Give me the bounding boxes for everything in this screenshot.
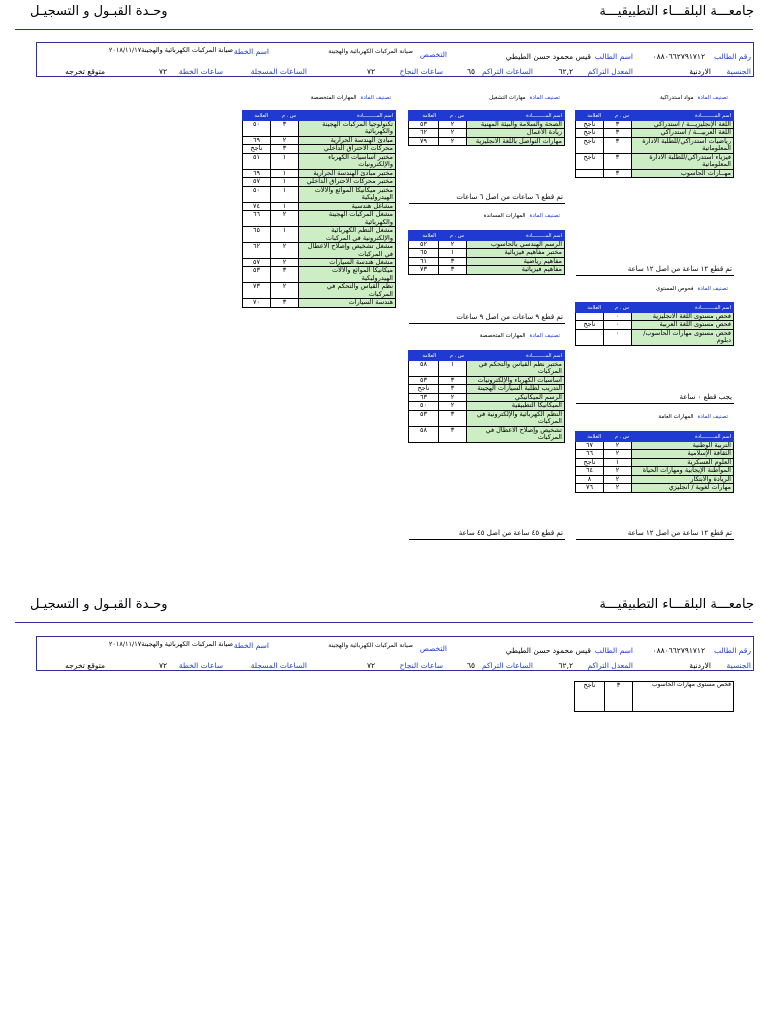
section-heading-general [658,414,728,420]
summary-general: تم قطع ١٢ ساعة من اصل ١٢ ساعة [627,529,732,537]
course-name: التربية الوطنية [632,442,734,450]
course-hours: ٣ [439,426,467,442]
plan-label: اسم الخطة [233,47,269,56]
course-grade [576,169,604,177]
student-name-label: اسم الطالب [594,52,633,61]
course-grade: ٦٩ [243,136,271,144]
course-grade: ٧٣ [243,283,271,299]
student-id-label: رقم الطالب [713,52,751,61]
grades-table-general [575,431,734,493]
university-title: جامعـــة البلقـــاء التطبيقيـــة [599,4,754,19]
course-grade: ٥١ [243,153,271,169]
section-title: المهارات المتخصصة [479,333,526,339]
table-row [243,153,396,169]
course-name: تكنولوجيا المركبات الهجينة والكهربائية [299,121,396,137]
course-name: فحص مستوى اللغة العربية [632,321,734,329]
course-name: مختبر نظم القياس والتحكم في المركبات [467,361,565,377]
course-grade: ٧٣ [409,266,439,274]
section-heading-specialized [311,95,391,101]
course-name: مختبر محركات الاحتراق الداخلي [299,178,396,186]
plan-label: اسم الخطة [233,641,269,650]
summary-employment: تم قطع ٦ ساعات من اصل ٦ ساعات [456,193,563,201]
category-label: تصنيف المادة [529,333,560,339]
section-title: المهارات المساندة [483,213,526,219]
course-hours: ١ [439,361,467,377]
course-grade: ناجح [575,682,605,712]
col-name: اسم المـــــــــادة [632,111,734,121]
major-value: صيانة المركبات الكهربائية والهجينة [328,642,413,649]
course-hours: ٢ [271,136,299,144]
cum-hours-label: الساعات التراكم [482,67,533,76]
course-hours: ٠ [604,329,632,345]
col-grade: العلامة [243,111,271,121]
col-hours: س . م [604,303,632,313]
grades-table-support [408,230,565,275]
plan-hours-label: ساعات الخطة [178,661,223,670]
table-row [575,682,734,712]
section-heading-support [484,213,560,219]
table-row [576,153,734,169]
course-hours: ٣ [439,385,467,393]
course-hours: ٣ [439,410,467,426]
table-row [576,484,734,492]
course-name: مشغل النظم الكهربائية والإلكترونية في المركبات [299,227,396,243]
department-title: وحـدة القبـول و التسجيـل [30,4,168,19]
course-name: ريادة الاعمال [467,129,565,137]
major-value: صيانة المركبات الكهربائية والهجينة [328,48,413,55]
course-hours: ١ [271,227,299,243]
col-name: اسم المـــــــــادة [299,111,396,121]
gpa-value: ٦٢,٢ [558,661,573,670]
col-grade: العلامة [576,432,604,442]
course-hours: ٣ [604,121,632,129]
course-grade: ٥٨ [409,361,439,377]
course-hours: ٢ [271,211,299,227]
student-info-box [36,42,754,77]
summary-support: تم قطع ٩ ساعات من اصل ٩ ساعات [456,313,563,321]
pass-hours-label: ساعات النجاح [399,67,443,76]
course-name: تشخيص وإصلاح الاعطال في المركبات [467,426,565,442]
course-grade: ناجح [243,145,271,153]
table-row [243,283,396,299]
course-name: فحص مستوى اللغة الانجليزية [632,313,734,321]
section-heading-compulsory [660,95,728,101]
summary-specialized-mid: تم قطع ٤٥ ساعة من اصل ٤٥ ساعة [458,529,563,537]
graduation-label: متوقع تخرجه [65,67,105,76]
course-grade: ٦١ [409,257,439,265]
course-hours: ٣ [605,682,633,712]
section-title: مواد استدراكية [659,95,694,101]
course-grade: ٥٧ [243,258,271,266]
grades-table-compulsory [575,110,734,178]
plan-value: صيانة المركبات الكهربائية والهجينة٢٠١٨/١١/١٧ [108,640,233,648]
col-name: اسم المـــــــــادة [467,231,565,241]
course-grade: ناجح [576,121,604,129]
course-hours: ٢ [604,475,632,483]
category-label: تصنيف المادة [697,414,728,420]
department-title-page2: وحـدة القبـول و التسجيـل [30,597,168,612]
table-row [409,361,565,377]
pass-hours-value: ٧٢ [366,661,375,670]
nationality-value: الاردنية [689,661,711,670]
course-hours: ٢ [604,442,632,450]
cum-hours-label: الساعات التراكم [482,661,533,670]
col-grade: العلامة [409,351,439,361]
course-hours: ٢ [271,283,299,299]
course-name: مشغل المركبات الهجينة والكهربائية [299,211,396,227]
major-label: التخصص [419,50,447,59]
university-title-page2: جامعـــة البلقـــاء التطبيقيـــة [599,597,754,612]
course-name: مهارات التواصل باللغة الانجليزية [467,137,565,145]
course-name: اللغة الإنجليزيـــة / استدراكي [632,121,734,129]
course-grade: ناجح [576,321,604,329]
course-hours: ٣ [604,129,632,137]
col-name: اسم المـــــــــادة [632,303,734,313]
grades-table-level [575,302,734,346]
course-name: مشغل هندسة السيارات [299,258,396,266]
course-hours: ٣ [439,376,467,384]
course-name: مفاهيم فيزيائية [467,266,565,274]
col-name: اسم المـــــــــادة [467,111,565,121]
course-grade: ٦٢ [409,129,439,137]
table-row [576,137,734,153]
col-hours: س . م [439,231,467,241]
header-rule-page2 [15,622,753,623]
course-hours: ١ [271,153,299,169]
table-row [576,169,734,177]
course-grade: ٥٣ [409,410,439,426]
table-row [243,121,396,137]
course-hours: ١ [439,249,467,257]
course-grade [576,329,604,345]
course-hours: ٣ [271,299,299,307]
course-grade: ٥٣ [243,267,271,283]
course-hours: ٢ [439,241,467,249]
student-info-box-page2 [36,636,754,671]
course-name: مختبر ميكانيكا الموائع والآلات الهيدروليكية [299,186,396,202]
course-hours: ٠ [604,313,632,321]
course-name: رياضيات استدراكي/للطلبة الادارة المعلوماتية [632,137,734,153]
course-name: النظم الكهربائية والإلكترونية في المركبات [467,410,565,426]
nationality-value: الاردنية [689,67,711,76]
course-hours: ١ [271,186,299,202]
course-name: مختبر مبادئ الهندسة الحرارية [299,169,396,177]
course-hours: ٣ [271,267,299,283]
table-row [243,243,396,259]
course-grade: ٧٦ [576,484,604,492]
course-name: التدريب لطلبة السيارات الهجينة [467,385,565,393]
col-grade: العلامة [409,111,439,121]
course-name: مختبر مفاهيم فيزيائية [467,249,565,257]
course-grade: ناجح [576,137,604,153]
course-grade: ٥٠ [409,402,439,410]
nationality-label: الجنسية [726,67,751,76]
course-hours: ٠ [604,321,632,329]
course-name: فيزياء استدراكي/للطلبة الادارة المعلوماتية [632,153,734,169]
course-hours: ٣ [604,137,632,153]
graduation-label: متوقع تخرجه [65,661,105,670]
course-grade: ٥٢ [409,241,439,249]
course-name: محركات الاحتراق الداخلي [299,145,396,153]
course-grade: ٦٦ [243,211,271,227]
plan-hours-value: ٧٢ [158,67,167,76]
course-grade: ٦٢ [243,243,271,259]
col-hours: س . م [271,111,299,121]
grades-table-specialized-mid [408,350,565,443]
course-name: الرسم الهندسي بالحاسوب [467,241,565,249]
course-hours: ٣ [439,257,467,265]
table-row [409,426,565,442]
course-hours: ١ [604,458,632,466]
section-title: فحوص المستوى [656,286,694,292]
page2-entry-table [574,681,734,712]
course-name: هندسة السيارات [299,299,396,307]
col-hours: س . م [439,111,467,121]
col-hours: س . م [439,351,467,361]
header-rule [15,29,753,30]
course-grade: ٧٠ [243,299,271,307]
course-grade: ٥٧ [243,178,271,186]
col-grade: العلامة [576,303,604,313]
table-row [409,410,565,426]
student-name: قيس محمود حسن الطيطي [505,52,591,61]
section-heading-level [656,286,728,292]
category-label: تصنيف المادة [360,95,391,101]
category-label: تصنيف المادة [697,286,728,292]
category-label: تصنيف المادة [529,95,560,101]
student-name-label: اسم الطالب [594,646,633,655]
course-grade: ٨ [576,475,604,483]
table-row [243,227,396,243]
pass-hours-label: ساعات النجاح [399,661,443,670]
course-name: فحص مستوى مهارات الحاسوب [633,682,734,712]
course-grade: ٥٣ [409,121,439,129]
course-name: الميكانيكا التطبيقية [467,402,565,410]
course-grade: ٥٠ [243,186,271,202]
course-grade: ٥٣ [409,376,439,384]
section-heading-specialized-mid [480,333,560,339]
plan-hours-value: ٧٢ [158,661,167,670]
col-hours: س . م [604,111,632,121]
col-name: اسم المـــــــــادة [632,432,734,442]
course-name: فحص مستوى مهارات الحاسوب/ دبلوم [632,329,734,345]
course-hours: ٣ [439,266,467,274]
pass-hours-value: ٧٢ [366,67,375,76]
course-name: مهارات لغوية / انجليزي [632,484,734,492]
course-hours: ٢ [271,243,299,259]
course-name: اللغة العربيـــة / استدراكي [632,129,734,137]
student-name: قيس محمود حسن الطيطي [505,646,591,655]
course-hours: ٢ [439,402,467,410]
table-row [409,266,565,274]
section-title: مهارات التشغيل [489,95,526,101]
section-heading-employment [489,95,560,101]
course-grade: ناجح [576,458,604,466]
grades-table-employment [408,110,565,146]
course-hours: ١ [271,169,299,177]
course-name: نظم القياس والتحكم في المركبات [299,283,396,299]
col-name: اسم المـــــــــادة [467,351,565,361]
course-grade: ٦٦ [576,450,604,458]
category-label: تصنيف المادة [697,95,728,101]
course-grade: ٦٤ [576,467,604,475]
course-name: الريادة والابتكار [632,475,734,483]
reg-hours-label: الساعات المسجلة [250,661,307,670]
course-hours: ٣ [604,153,632,169]
course-name: ميكانيكا الموائع والآلات الهيدروليكية [299,267,396,283]
gpa-label: المعدل التراكم [587,67,633,76]
col-grade: العلامة [576,111,604,121]
cum-hours-value: ٦٥ [466,661,475,670]
course-hours: ٢ [439,121,467,129]
course-name: مشاغل هندسية [299,202,396,210]
table-row [576,329,734,345]
course-grade: ناجح [576,129,604,137]
gpa-value: ٦٢,٢ [558,67,573,76]
major-label: التخصص [419,644,447,653]
student-id: ٠٨٨٠٦٦٢٧٩١٧١٢ [652,52,705,61]
course-hours: ٢ [439,393,467,401]
col-hours: س . م [604,432,632,442]
course-name: المواطنة الإيجابية ومهارات الحياة [632,467,734,475]
course-grade: ٥٨ [409,426,439,442]
course-grade: ٧٩ [409,137,439,145]
course-name: الصحة والسلامة والبيئة المهنية [467,121,565,129]
course-name: الثقافة الإسلامية [632,450,734,458]
reg-hours-label: الساعات المسجلة [250,67,307,76]
plan-hours-label: ساعات الخطة [178,67,223,76]
col-grade: العلامة [409,231,439,241]
course-hours: ٣ [604,169,632,177]
category-label: تصنيف المادة [529,213,560,219]
course-hours: ٢ [439,137,467,145]
table-row [243,211,396,227]
section-title: المهارات العامة [658,414,694,420]
course-grade: ٥٠ [243,121,271,137]
summary-compulsory: تم قطع ١٢ ساعة من اصل ١٢ ساعة [627,265,732,273]
course-name: العلوم العسكرية [632,458,734,466]
student-id-label: رقم الطالب [713,646,751,655]
course-hours: ٢ [604,467,632,475]
course-name: مبادئ الهندسة الحرارية [299,136,396,144]
course-name: مهــارات الحاسوب [632,169,734,177]
course-hours: ٢ [604,450,632,458]
cum-hours-value: ٦٥ [466,67,475,76]
course-name: أساسيات الكهرباء والإلكترونيات [467,376,565,384]
table-row [243,178,396,186]
course-grade: ٦٧ [576,442,604,450]
table-row [243,267,396,283]
course-grade: ناجح [576,153,604,169]
summary-level: يجب قطع ٠ ساعة [679,393,732,401]
course-hours: ١ [271,202,299,210]
gpa-label: المعدل التراكم [587,661,633,670]
course-grade: ناجح [409,385,439,393]
course-hours: ٣ [271,121,299,137]
course-grade: ٦٥ [243,227,271,243]
student-id: ٠٨٨٠٦٦٢٧٩١٧١٢ [652,646,705,655]
course-hours: ٢ [439,129,467,137]
table-row [243,299,396,307]
course-name: مختبر أساسيات الكهرباء والإلكترونيات [299,153,396,169]
course-name: مفاهيم رياضية [467,257,565,265]
course-name: الرسم الميكانيكي [467,393,565,401]
table-row [243,186,396,202]
plan-value: صيانة المركبات الكهربائية والهجينة٢٠١٨/١١/١٧ [108,46,233,54]
course-hours: ٢ [604,484,632,492]
table-row [409,137,565,145]
course-name: مشغل تشخيص وإصلاح الاعطال في المركبات [299,243,396,259]
course-grade: ٧٤ [243,202,271,210]
grades-table-specialized [242,110,396,308]
course-grade: ٦٩ [243,169,271,177]
course-grade: ٦٥ [409,249,439,257]
course-hours: ٣ [271,145,299,153]
nationality-label: الجنسية [726,661,751,670]
course-hours: ٢ [271,258,299,266]
course-grade: ٦٣ [409,393,439,401]
section-title: المهارات المتخصصة [310,95,357,101]
course-hours: ١ [271,178,299,186]
